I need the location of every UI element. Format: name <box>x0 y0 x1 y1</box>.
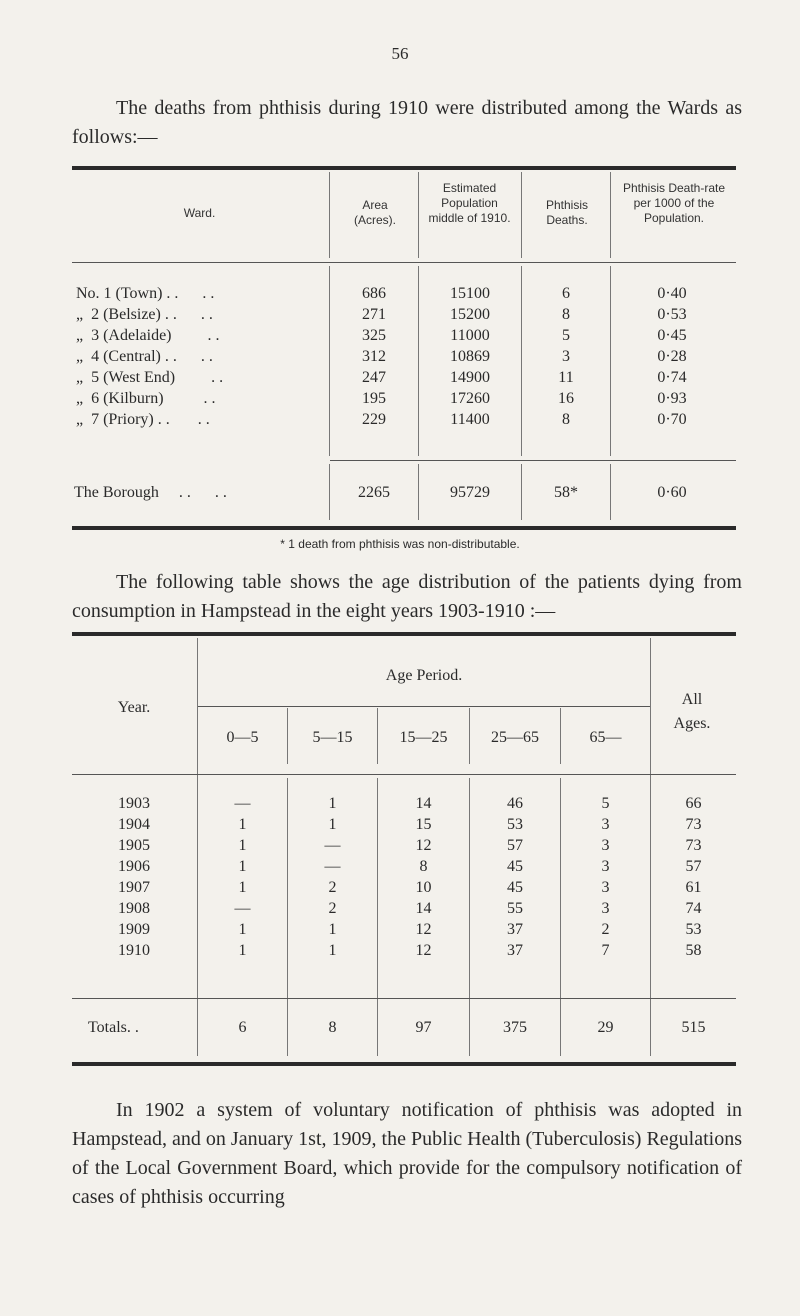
cell-0-5: — <box>234 795 251 812</box>
cell-25-65: 57 <box>507 837 523 854</box>
cell-0-5: 1 <box>238 942 247 959</box>
total-rule <box>330 460 736 461</box>
cell-5-15: 2 <box>328 879 337 896</box>
age-intro-text: The following table shows the age distribution of the patients dying from consumption in Hampstead in the eight years 1903-1910 :— <box>72 571 742 622</box>
cell-65: 3 <box>601 816 610 833</box>
page-number: 56 <box>391 44 409 63</box>
ward-name: „ 7 (Priory) . . . . <box>76 411 210 428</box>
cell-65: 3 <box>601 837 610 854</box>
total-65: 29 <box>597 1019 614 1036</box>
cell-25-65: 46 <box>507 795 523 812</box>
col-divider <box>329 172 330 258</box>
ward-rate: 0·93 <box>657 390 687 407</box>
header-period-25-65: 25—65 <box>491 729 539 746</box>
cell-15-25: 8 <box>419 858 428 875</box>
cell-25-65: 37 <box>507 942 523 959</box>
header-year: Year. <box>117 699 151 716</box>
age-table-bottom-rule <box>72 1062 736 1066</box>
ward-area: 686 <box>362 285 386 302</box>
cell-65: 3 <box>601 858 610 875</box>
total-5-15: 8 <box>328 1019 337 1036</box>
closing-text: In 1902 a system of voluntary notification of phthisis was adopted in Hampstead, and on January 1st, 1909, the Public Health (Tuberculosis) Regulations of the Local Government Board, which provide for the compulsory notification of cases of phthisis occurring <box>72 1099 742 1208</box>
cell-5-15: 1 <box>328 816 337 833</box>
cell-25-65: 45 <box>507 858 523 875</box>
ward-population: 15200 <box>450 306 490 323</box>
header-age-period: Age Period. <box>385 667 463 684</box>
cell-5-15: — <box>324 858 341 875</box>
ward-rate: 0·40 <box>657 285 687 302</box>
closing-paragraph <box>72 1096 742 1212</box>
cell-25-65: 53 <box>507 816 523 833</box>
header-deaths: Phthisis Deaths. <box>545 198 589 227</box>
cell-15-25: 12 <box>415 942 432 959</box>
header-all-ages: All Ages. <box>673 691 711 732</box>
cell-all-ages: 58 <box>685 942 702 959</box>
col-divider <box>521 172 522 258</box>
ward-area: 325 <box>362 327 386 344</box>
borough-area: 2265 <box>358 484 390 501</box>
cell-65: 3 <box>601 879 610 896</box>
row-year: 1908 <box>118 900 150 917</box>
intro-paragraph <box>72 94 742 152</box>
header-area: Area (Acres). <box>354 198 396 227</box>
row-year: 1903 <box>118 795 150 812</box>
header-ward: Ward. <box>183 206 216 220</box>
ward-population: 11400 <box>450 411 490 428</box>
ward-population: 10869 <box>450 348 490 365</box>
cell-15-25: 12 <box>415 837 432 854</box>
header-population: Estimated Population middle of 1910. <box>428 181 511 225</box>
ward-population: 14900 <box>450 369 490 386</box>
cell-15-25: 15 <box>415 816 432 833</box>
cell-5-15: — <box>324 837 341 854</box>
row-year: 1907 <box>118 879 150 896</box>
col-divider <box>610 172 611 258</box>
totals-rule <box>72 998 736 999</box>
header-period-15-25: 15—25 <box>399 729 448 746</box>
ward-rate: 0·45 <box>657 327 687 344</box>
header-period-0-5: 0—5 <box>226 729 259 746</box>
intro-text: The deaths from phthisis during 1910 were distributed among the Wards as follows:— <box>72 97 742 148</box>
cell-15-25: 12 <box>415 921 432 938</box>
cell-0-5: — <box>234 900 251 917</box>
footnote: * 1 death from phthisis was non-distributable. <box>280 537 520 551</box>
total-0-5: 6 <box>238 1019 247 1036</box>
row-year: 1906 <box>118 858 150 875</box>
ward-deaths: 6 <box>562 285 570 302</box>
borough-label: The Borough . . . . <box>74 484 227 501</box>
header-rule <box>72 262 736 263</box>
period-rule <box>198 706 650 707</box>
cell-all-ages: 61 <box>685 879 702 896</box>
ward-name: „ 3 (Adelaide) . . <box>76 327 220 344</box>
borough-rate: 0·60 <box>657 484 687 501</box>
ward-rate: 0·53 <box>657 306 687 323</box>
ward-deaths: 5 <box>562 327 570 344</box>
row-year: 1910 <box>118 942 150 959</box>
ward-population: 11000 <box>450 327 490 344</box>
ward-rate: 0·74 <box>657 369 687 386</box>
header-period-65: 65— <box>589 729 622 746</box>
cell-0-5: 1 <box>238 858 247 875</box>
total-all-ages: 515 <box>681 1019 706 1036</box>
header-rate: Phthisis Death-rate per 1000 of the Population. <box>622 181 726 225</box>
ward-deaths: 16 <box>558 390 574 407</box>
ward-deaths: 11 <box>558 369 574 386</box>
cell-25-65: 37 <box>507 921 523 938</box>
cell-all-ages: 53 <box>685 921 702 938</box>
cell-25-65: 45 <box>507 879 523 896</box>
cell-15-25: 14 <box>415 795 432 812</box>
ward-area: 271 <box>362 306 386 323</box>
cell-65: 5 <box>601 795 610 812</box>
ward-area: 229 <box>362 411 386 428</box>
borough-population: 95729 <box>450 484 490 501</box>
row-year: 1905 <box>118 837 150 854</box>
cell-15-25: 10 <box>415 879 432 896</box>
cell-0-5: 1 <box>238 816 247 833</box>
borough-deaths: 58* <box>554 484 578 501</box>
cell-5-15: 2 <box>328 900 337 917</box>
ward-name: „ 4 (Central) . . . . <box>76 348 213 365</box>
cell-5-15: 1 <box>328 921 337 938</box>
table-top-rule <box>72 166 736 170</box>
cell-65: 2 <box>601 921 610 938</box>
cell-all-ages: 73 <box>685 816 702 833</box>
cell-5-15: 1 <box>328 942 337 959</box>
cell-0-5: 1 <box>238 879 247 896</box>
cell-all-ages: 66 <box>685 795 702 812</box>
ward-name: „ 5 (West End) . . <box>76 369 224 386</box>
table-bottom-rule <box>72 526 736 530</box>
ward-rate: 0·28 <box>657 348 687 365</box>
col-divider <box>418 172 419 258</box>
ward-name: „ 2 (Belsize) . . . . <box>76 306 213 323</box>
header-period-5-15: 5—15 <box>312 729 353 746</box>
total-25-65: 375 <box>503 1019 527 1036</box>
cell-all-ages: 57 <box>685 858 702 875</box>
ward-deaths: 3 <box>562 348 570 365</box>
cell-65: 3 <box>601 900 610 917</box>
totals-label: Totals. . <box>88 1019 139 1036</box>
ward-area: 312 <box>362 348 386 365</box>
cell-5-15: 1 <box>328 795 337 812</box>
cell-15-25: 14 <box>415 900 432 917</box>
ward-area: 247 <box>362 369 386 386</box>
ward-area: 195 <box>362 390 386 407</box>
total-15-25: 97 <box>415 1019 432 1036</box>
ward-deaths: 8 <box>562 306 570 323</box>
age-table-top-rule <box>72 632 736 636</box>
age-header-rule <box>72 774 736 775</box>
cell-all-ages: 74 <box>685 900 702 917</box>
cell-65: 7 <box>601 942 610 959</box>
ward-population: 17260 <box>450 390 490 407</box>
cell-25-65: 55 <box>507 900 523 917</box>
row-year: 1909 <box>118 921 150 938</box>
ward-rate: 0·70 <box>657 411 687 428</box>
row-year: 1904 <box>118 816 150 833</box>
ward-name: No. 1 (Town) . . . . <box>76 285 215 302</box>
cell-0-5: 1 <box>238 921 247 938</box>
ward-population: 15100 <box>450 285 490 302</box>
ward-deaths: 8 <box>562 411 570 428</box>
age-intro-paragraph <box>72 568 742 626</box>
ward-name: „ 6 (Kilburn) . . <box>76 390 216 407</box>
cell-0-5: 1 <box>238 837 247 854</box>
cell-all-ages: 73 <box>685 837 702 854</box>
